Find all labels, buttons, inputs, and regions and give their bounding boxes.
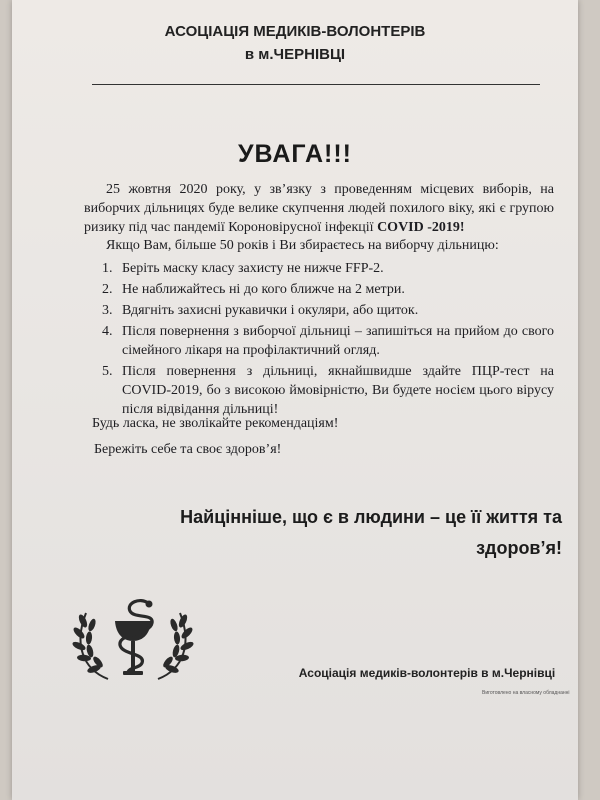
list-item-text: Не наближайтесь ні до кого ближче на 2 метри. xyxy=(122,282,405,297)
closing-wish: Бережіть себе та своє здоров’я! xyxy=(94,442,282,457)
audience-question: Якщо Вам, більше 50 років і Ви збираєтесь на виборчу дільницю: xyxy=(106,238,499,253)
slogan-line-1: Найцінніше, що є в людини – це її життя та xyxy=(180,507,562,527)
organization-title: АСОЦІАЦІЯ МЕДИКІВ-ВОЛОНТЕРІВ xyxy=(164,23,426,40)
intro-text: 25 жовтня 2020 року, у зв’язку з проведенням місцевих виборів, на виборчих дільницях буде велике скупчення людей похилого віку, які є групою ризику під час пандемії Короновірусної інфекції xyxy=(84,182,554,235)
slogan xyxy=(108,502,562,564)
notice-heading: УВАГА!!! xyxy=(237,140,353,168)
list-item xyxy=(102,280,554,299)
list-item-number: 4. xyxy=(102,324,113,339)
list-item xyxy=(102,322,554,360)
organization-city: в м.ЧЕРНІВЦІ xyxy=(244,46,346,64)
document-header xyxy=(12,20,578,67)
intro-paragraph xyxy=(84,180,554,237)
list-item-text: Вдягніть захисні рукавички і окуляри, або щиток. xyxy=(122,303,419,318)
list-item xyxy=(102,362,554,419)
list-item-number: 5. xyxy=(102,364,113,379)
notice-sheet xyxy=(12,0,578,800)
recommendations-list xyxy=(102,259,554,421)
list-item-text: Беріть маску класу захисту не нижче FFP-2. xyxy=(122,261,384,276)
bowl-of-hygieia-laurel-wreath-icon xyxy=(68,595,198,685)
list-item-number: 3. xyxy=(102,303,113,318)
closing-request: Будь ласка, не зволікайте рекомендаціям! xyxy=(92,416,339,431)
footer-organization-name: Асоціація медиків-волонтерів в м.Чернівці xyxy=(298,666,556,680)
list-item xyxy=(102,301,554,320)
printed-note: Виготовлено на власному обладнанні xyxy=(482,690,570,696)
intro-emphasis: COVID -2019! xyxy=(377,220,465,235)
list-item xyxy=(102,259,554,278)
header-divider xyxy=(92,84,540,85)
list-item-text: Після повернення з дільниці, якнайшвидше здайте ПЦР-тест на COVID-2019, бо з високою ймовірністю, Ви будете носієм цього вірусу після відвідання дільниці! xyxy=(122,364,554,417)
list-item-number: 1. xyxy=(102,261,113,276)
slogan-line-2: здоров’я! xyxy=(476,538,562,558)
list-item-number: 2. xyxy=(102,282,113,297)
list-item-text: Після повернення з виборчої дільниці – запишіться на прийом до свого сімейного лікаря на профілактичний огляд. xyxy=(122,324,554,358)
